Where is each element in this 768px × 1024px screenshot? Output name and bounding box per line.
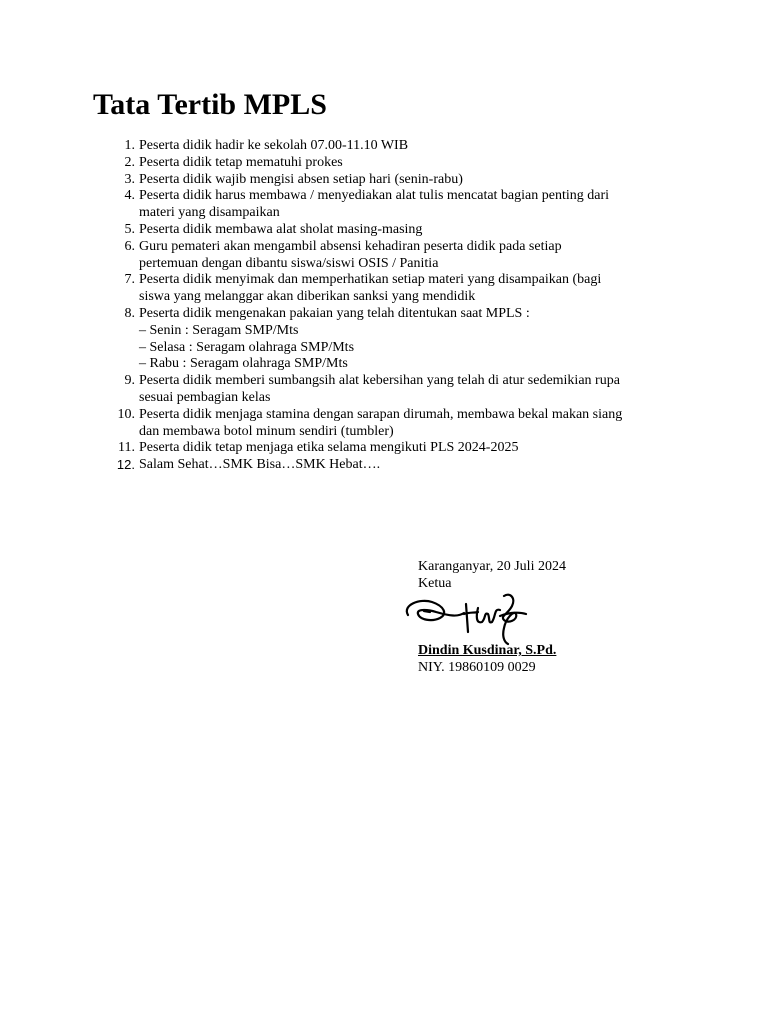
list-item-line: Peserta didik hadir ke sekolah 07.00-11.10 WIB bbox=[139, 138, 409, 153]
place-date: Karanganyar, 20 Juli 2024 bbox=[418, 559, 566, 574]
list-item-number: 7. bbox=[124, 272, 135, 288]
signer-position: Ketua bbox=[418, 575, 452, 591]
list-item-text bbox=[139, 440, 693, 457]
list-item-line: – Senin : Seragam SMP/Mts bbox=[139, 322, 299, 338]
list-item-text bbox=[139, 172, 693, 189]
list-item bbox=[93, 222, 693, 239]
list-item-number: 8. bbox=[124, 305, 135, 321]
list-item-line: Peserta didik membawa alat sholat masing-masing bbox=[139, 221, 423, 237]
list-item-line: Peserta didik tetap menjaga etika selama mengikuti PLS 2024-2025 bbox=[139, 440, 519, 456]
list-item-line: siswa yang melanggar akan diberikan sanksi yang mendidik bbox=[139, 289, 476, 305]
list-item bbox=[93, 306, 693, 373]
list-item-number: 12. bbox=[116, 457, 135, 473]
list-item-number: 9. bbox=[124, 373, 135, 389]
list-item-line: Guru pemateri akan mengambil absensi kehadiran peserta didik pada setiap bbox=[139, 238, 562, 254]
list-item-number: 11. bbox=[118, 440, 135, 456]
list-item-line: Peserta didik menyimak dan memperhatikan setiap materi yang disampaikan (bagi bbox=[139, 272, 602, 288]
list-item-line: Peserta didik menjaga stamina dengan sarapan dirumah, membawa bekal makan siang bbox=[139, 406, 623, 422]
handwritten-signature bbox=[400, 590, 530, 648]
list-item bbox=[93, 172, 693, 189]
list-item-text bbox=[139, 457, 693, 474]
list-item-text bbox=[139, 407, 693, 441]
list-item-line: – Selasa : Seragam olahraga SMP/Mts bbox=[139, 339, 355, 355]
list-item bbox=[93, 407, 693, 441]
list-item-text bbox=[139, 188, 693, 222]
list-item-line: Peserta didik harus membawa / menyediakan alat tulis mencatat bagian penting dari bbox=[139, 188, 610, 204]
list-item bbox=[93, 239, 693, 273]
signer-name: Dindin Kusdinar, S.Pd. bbox=[418, 643, 557, 658]
list-item-line: – Rabu : Seragam olahraga SMP/Mts bbox=[139, 356, 348, 372]
list-item bbox=[93, 457, 693, 474]
list-item bbox=[93, 272, 693, 306]
list-item bbox=[93, 373, 693, 407]
list-item-text bbox=[139, 373, 693, 407]
list-item-text bbox=[139, 222, 693, 239]
rules-list bbox=[93, 138, 693, 474]
signature-stroke bbox=[424, 611, 430, 612]
list-item-line: sesuai pembagian kelas bbox=[139, 389, 271, 405]
list-item-line: Peserta didik tetap mematuhi prokes bbox=[139, 154, 343, 170]
list-item-text bbox=[139, 272, 693, 306]
list-item bbox=[93, 440, 693, 457]
signature-stroke bbox=[477, 608, 500, 622]
list-item-line: Peserta didik memberi sumbangsih alat kebersihan yang telah di atur sedemikian rupa bbox=[139, 373, 620, 389]
signer-id: NIY. 19860109 0029 bbox=[418, 660, 536, 675]
signature-stroke bbox=[407, 601, 464, 620]
list-item-line: Salam Sehat…SMK Bisa…SMK Hebat…. bbox=[139, 457, 381, 473]
signature-stroke bbox=[466, 604, 468, 632]
list-item-line: Peserta didik mengenakan pakaian yang telah ditentukan saat MPLS : bbox=[139, 305, 530, 321]
list-item-number: 10. bbox=[117, 406, 135, 422]
list-item-number: 6. bbox=[124, 238, 135, 254]
signature-stroke bbox=[503, 595, 516, 644]
list-item-number: 5. bbox=[124, 221, 135, 237]
list-item-number: 4. bbox=[124, 188, 135, 204]
list-item-line: Peserta didik wajib mengisi absen setiap hari (senin-rabu) bbox=[139, 171, 463, 187]
list-item bbox=[93, 138, 693, 155]
list-item-text bbox=[139, 306, 693, 373]
list-item-text bbox=[139, 138, 693, 155]
list-item-number: 2. bbox=[124, 154, 135, 170]
list-item-text bbox=[139, 239, 693, 273]
list-item-line: materi yang disampaikan bbox=[139, 205, 280, 221]
list-item-line: pertemuan dengan dibantu siswa/siswi OSIS / Panitia bbox=[139, 255, 439, 271]
page-title: Tata Tertib MPLS bbox=[93, 88, 327, 121]
list-item-line: dan membawa botol minum sendiri (tumbler) bbox=[139, 423, 394, 439]
signature-block bbox=[418, 559, 678, 593]
list-item-number: 3. bbox=[124, 171, 135, 187]
list-item bbox=[93, 155, 693, 172]
list-item-text bbox=[139, 155, 693, 172]
list-item bbox=[93, 188, 693, 222]
list-item-number: 1. bbox=[124, 138, 135, 153]
